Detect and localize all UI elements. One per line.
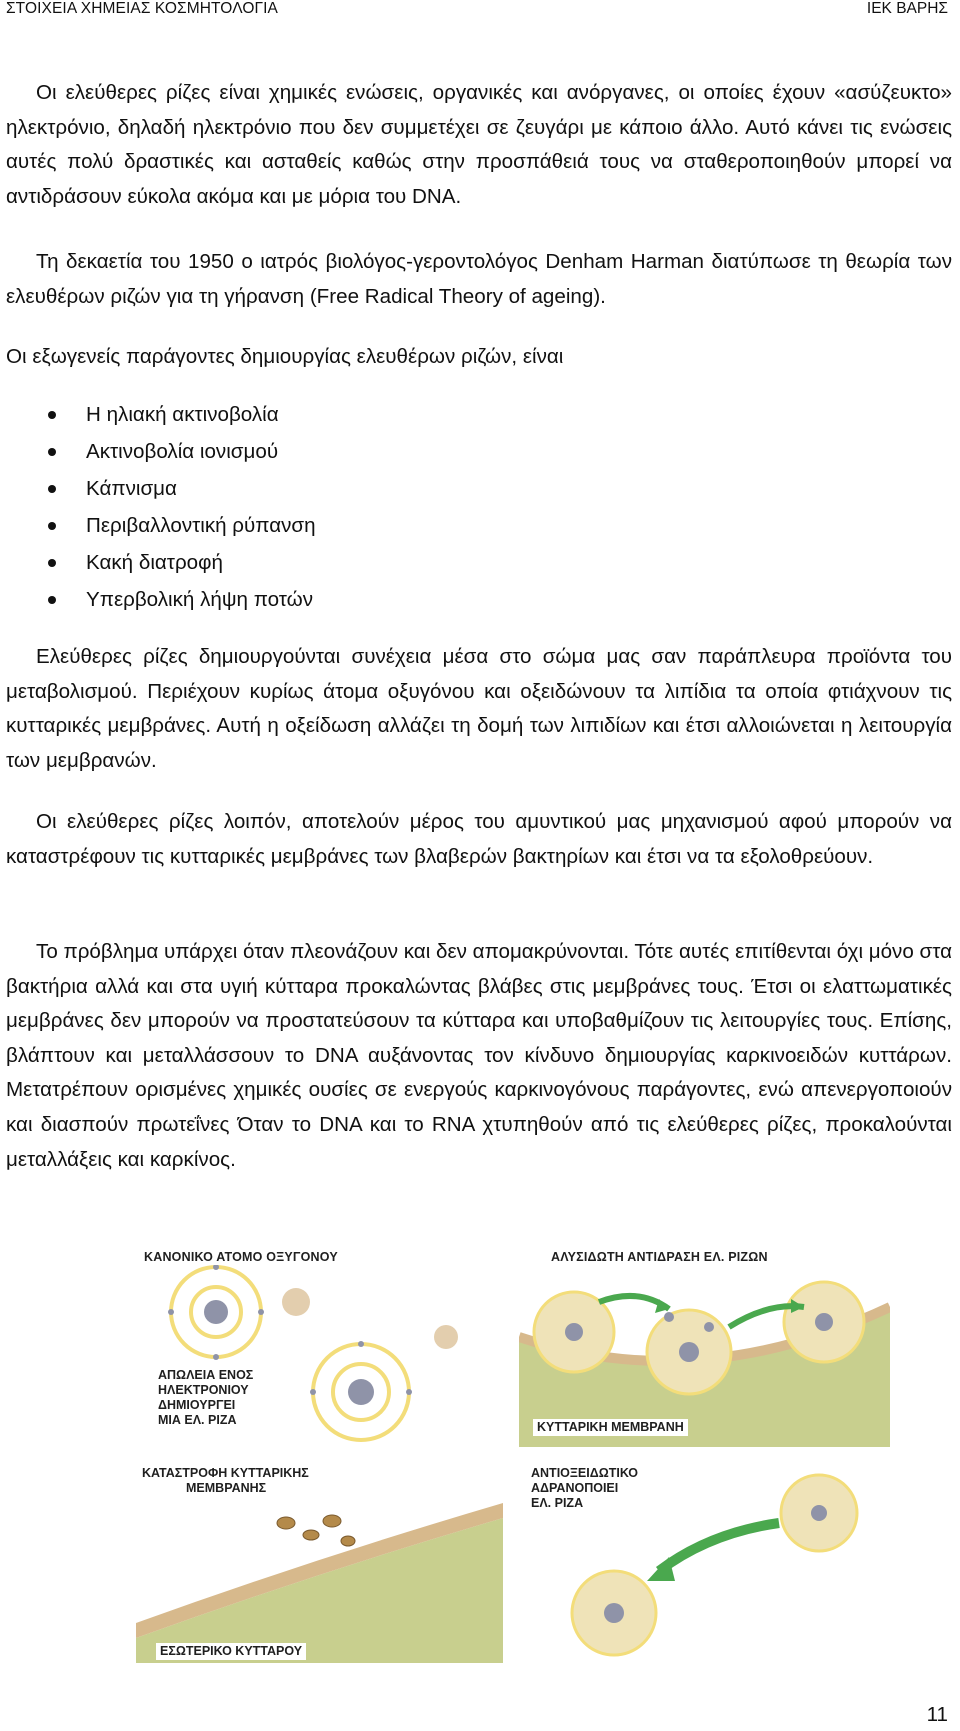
header-title: ΣΤΟΙΧΕΙΑ ΧΗΜΕΙΑΣ ΚΟΣΜΗΤΟΛΟΓΙΑ [6,0,278,17]
figure-panel-chain-reaction [519,1247,890,1447]
panel2-caption: ΚΥΤΤΑΡΙΚΗ ΜΕΜΒΡΑΝΗ [533,1419,688,1436]
bullet-text: Υπερβολική λήψη ποτών [86,588,313,611]
paragraph-free-radicals-definition [6,76,952,214]
panel4-title: ΑΝΤΙΟΞΕΙΔΩΤΙΚΟ ΑΔΡΑΝΟΠΟΙΕΙ ΕΛ. ΡΙΖΑ [527,1465,642,1512]
paragraph-problem [6,935,952,1177]
bullet-text: Ακτινοβολία ιονισμού [86,440,279,463]
paragraph-6: Το πρόβλημα υπάρχει όταν πλεονάζουν και δεν απομακρύνονται. Τότε αυτές επιτίθενται όχι μόνο στα βακτήρια αλλά και στα υγιή κύτταρα προκαλώντας βλάβες στις μεμβράνες τους. Έτσι οι ελαττωματικές μεμβράνες δεν μπορούν να προστατεύσουν τα κύτταρα και υποβαθμίζουν τις λειτουργίες τους. Επίσης, βλάπτουν και μεταλλάσσουν το DNA αυξάνοντας τον κίνδυνο δημιουργίας καρκινοειδών κυττάρων. Μετατρέπουν ορισμένες χημικές ουσίες σε ενεργούς καρκινογόνους παράγοντες, ενώ απενεργοποιούν και διασπούν πρωτεΐνες Όταν το DNA και το RNA χτυπηθούν από τις ελεύθερες ρίζες, προκαλούνται μεταλλάξεις και καρκίνος. [6,940,952,1171]
figure-panel-antioxidant [519,1463,890,1663]
paragraph-defense [6,805,952,874]
bullet-item [6,470,952,507]
free-radical-figure [136,1247,890,1663]
figure-panel-membrane-damage [136,1463,503,1663]
panel1-title: ΚΑΝΟΝΙΚΟ ΑΤΟΜΟ ΟΞΥΓΟΝΟΥ [140,1249,342,1265]
page-number: 11 [926,1703,948,1726]
bullet-item [6,581,952,618]
page-header [0,0,960,20]
bullet-text: Η ηλιακή ακτινοβολία [86,403,279,426]
paragraph-5: Οι ελεύθερες ρίζες λοιπόν, αποτελούν μέρος του αμυντικού μας μηχανισμού αφού μπορούν να καταστρέφουν τις κυτταρικές μεμβράνες των βλαβερών βακτηρίων και έτσι να τα εξολοθρεύουν. [6,810,952,868]
figure-panel-oxygen-atom [136,1247,503,1447]
paragraph-exogenous-factors [6,340,952,375]
panel2-title: ΑΛΥΣΙΔΩΤΗ ΑΝΤΙΔΡΑΣΗ ΕΛ. ΡΙΖΩΝ [547,1249,772,1265]
bullet-text: Κάπνισμα [86,477,177,500]
bullet-text: Κακή διατροφή [86,551,223,574]
bullet-dot-icon [48,448,56,456]
bullet-dot-icon [48,411,56,419]
panel1-caption: ΑΠΩΛΕΙΑ ΕΝΟΣ ΗΛΕΚΤΡΟΝΙΟΥ ΔΗΜΙΟΥΡΓΕΙ ΜΙΑ ΕΛ. ΡΙΖΑ [154,1367,257,1429]
paragraph-2: Τη δεκαετία του 1950 ο ιατρός βιολόγος-γεροντολόγος Denham Harman διατύπωσε τη θεωρία των ελευθέρων ριζών για τη γήρανση (Free Radical Theory of ageing). [6,250,952,308]
paragraph-3: Οι εξωγενείς παράγοντες δημιουργίας ελευθέρων ριζών, είναι [6,345,564,368]
bullet-dot-icon [48,596,56,604]
bullet-dot-icon [48,559,56,567]
panel3-caption: ΕΣΩΤΕΡΙΚΟ ΚΥΤΤΑΡΟΥ [156,1643,306,1660]
paragraph-1: Οι ελεύθερες ρίζες είναι χημικές ενώσεις, οργανικές και ανόργανες, οι οποίες έχουν «ασύζευκτο» ηλεκτρόνιο, δηλαδή ηλεκτρόνιο που δεν συμμετέχει σε ζευγάρι με κάποιο άλλο. Αυτό κάνει τις ενώσεις αυτές πολύ δραστικές και ασταθείς καθώς στην προσπάθειά τους να σταθεροποιηθούν μπορεί να αντιδράσουν εύκολα ακόμα και με μόρια του DNA. [6,81,952,208]
header-institution: ΙΕΚ ΒΑΡΗΣ [866,0,948,17]
bullet-dot-icon [48,522,56,530]
paragraph-4: Ελεύθερες ρίζες δημιουργούνται συνέχεια μέσα στο σώμα μας σαν παράπλευρα προϊόντα του μεταβολισμού. Περιέχουν κυρίως άτομα οξυγόνου και οξειδώνουν τα λιπίδια τα οποία φτιάχνουν τις κυτταρικές μεμβράνες. Αυτή η οξείδωση αλλάζει τη δομή των λιπιδίων και έτσι αλλοιώνεται η λειτουργία των μεμβρανών. [6,645,952,772]
bullet-item [6,507,952,544]
paragraph-metabolism [6,640,952,778]
bullet-text: Περιβαλλοντική ρύπανση [86,514,316,537]
bullet-list [6,396,952,618]
bullet-item [6,544,952,581]
chain-reaction-illustration [519,1247,890,1447]
panel3-title: ΚΑΤΑΣΤΡΟΦΗ ΚΥΤΤΑΡΙΚΗΣ ΜΕΜΒΡΑΝΗΣ [138,1465,313,1497]
bullet-item [6,396,952,433]
bullet-dot-icon [48,485,56,493]
bullet-item [6,433,952,470]
paragraph-harman-theory [6,245,952,314]
